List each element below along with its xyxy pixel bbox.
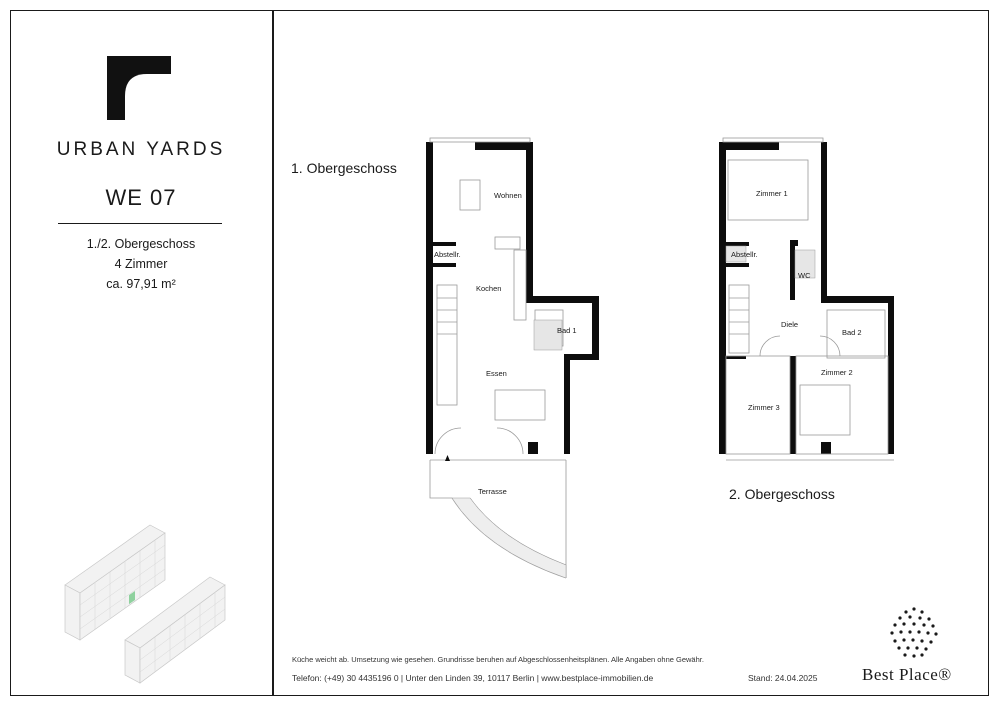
room-label: Zimmer 2 [821, 368, 853, 377]
room-label: Kochen [476, 284, 502, 293]
room-label: Diele [781, 320, 799, 329]
unit-title: WE 07 [105, 185, 177, 210]
plan-date: Stand: 24.04.2025 [748, 673, 818, 683]
room-label: Wohnen [494, 191, 522, 200]
entrance-arrow-icon [445, 455, 450, 461]
second-floor-plan [719, 138, 894, 460]
contact-info: Telefon: (+49) 30 4435196 0 | Unter den Linden 39, 10117 Berlin | www.bestplace-immobilien.de [292, 673, 654, 683]
best-place-dot-logo-icon [885, 604, 943, 662]
info-panel [10, 10, 272, 696]
unit-floors: 1./2. Obergeschoss [86, 237, 196, 251]
room-label: Terrasse [478, 487, 507, 496]
room-label: Zimmer 3 [748, 403, 780, 412]
first-floor-plan [426, 138, 599, 578]
room-label: Abstellr. [434, 250, 461, 259]
urban-yards-logo-icon [107, 56, 171, 120]
building-isometric-image [55, 515, 235, 690]
floor-plan-drawing [280, 120, 990, 590]
floor-label-first: 1. Obergeschoss [291, 160, 397, 176]
room-label: Bad 1 [557, 326, 577, 335]
agency-name: Best Place® [862, 665, 952, 684]
floor-label-second: 2. Obergeschoss [729, 486, 835, 502]
room-label: WC [798, 271, 811, 280]
unit-rooms: 4 Zimmer [114, 257, 168, 271]
column-divider [272, 10, 274, 696]
room-label: Bad 2 [842, 328, 862, 337]
title-rule [58, 223, 222, 224]
brand-name: URBAN YARDS [56, 139, 226, 160]
unit-area: ca. 97,91 m² [106, 277, 176, 291]
disclaimer-text: Küche weicht ab. Umsetzung wie gesehen. Grundrisse beruhen auf Abgeschlossenheitsplänen. Alle Angaben ohne Gewähr. [292, 655, 704, 664]
room-label: Essen [486, 369, 507, 378]
room-label: Zimmer 1 [756, 189, 788, 198]
room-label: Abstellr. [731, 250, 758, 259]
